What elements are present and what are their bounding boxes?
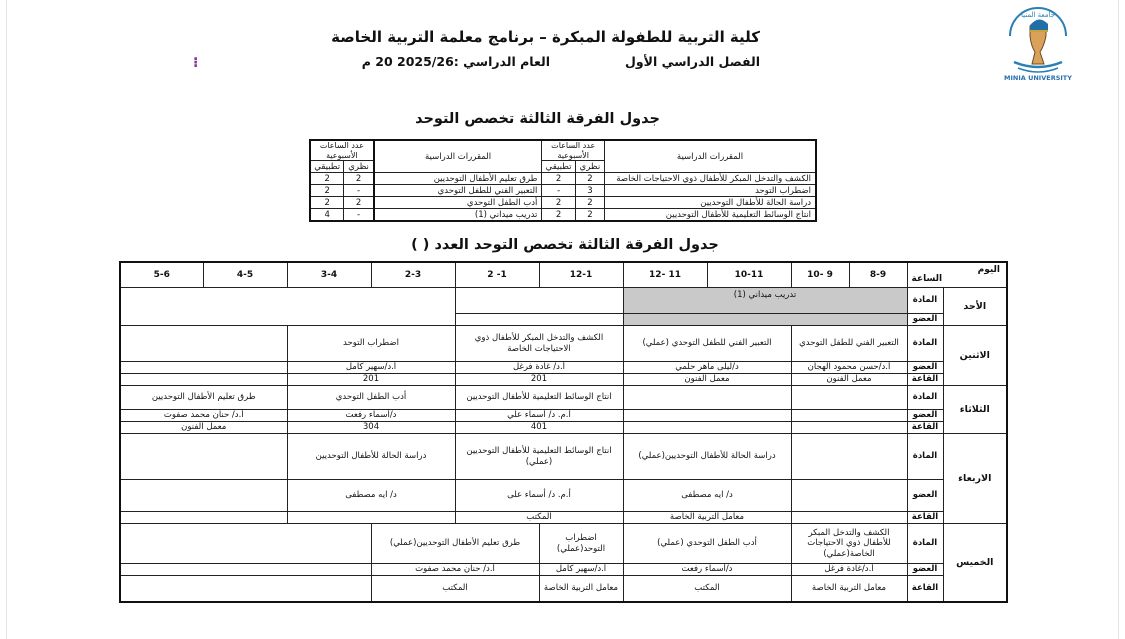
day-wednesday: الاربعاء [943,434,1007,524]
empty-cell [455,314,623,326]
room-cell: معمل الفنون [791,374,907,386]
semester-label: الفصل الدراسي الأول [625,54,760,69]
theory-hours: 2 [575,173,604,185]
subject-cell: دراسة الحالة للأطفال التوحديين [287,434,455,480]
theory-hours: - [344,185,374,197]
row-subject-label: المادة [907,386,943,410]
practical-hours: 4 [310,209,344,222]
table-row [120,576,1007,602]
row-subject-label: المادة [907,434,943,480]
row-subject-label: المادة [907,524,943,564]
corner-cell [907,262,1007,288]
subject-cell: أدب الطفل التوحدي (عملي) [623,524,791,564]
course-name: اضطراب التوحد [605,185,817,197]
practical-hours: 2 [542,173,575,185]
weekly-schedule-table [119,261,1008,603]
member-cell: أ.د/ غادة فرغل [455,362,623,374]
courses-summary-table [309,139,817,222]
table-row [120,512,1007,524]
empty-cell [120,576,371,602]
member-cell: د/أسماء رفعت [623,564,791,576]
table-row [120,326,1007,362]
member-cell: أ.د/ حنان محمد صفوت [371,564,539,576]
row-member-label: العضو [907,410,943,422]
summary-col-course: المقررات الدراسية [374,140,542,173]
room-cell: معمل الفنون [120,422,287,434]
row-subject-label: المادة [907,288,943,314]
subject-cell: دراسة الحالة للأطفال التوحديين(عملي) [623,434,791,480]
empty-cell [120,288,455,326]
slot-header: 2-3 [371,262,455,288]
empty-cell [623,386,791,410]
empty-cell [120,434,287,480]
room-cell: 304 [287,422,455,434]
room-cell: معمل الفنون [623,374,791,386]
course-name: طرق تعليم الأطفال التوحديين [374,173,542,185]
subject-cell: الكشف والتدخل المبكر للأطفال ذوي الاحتياجات الخاصة(عملي) [791,524,907,564]
member-cell: د/أسماء رفعت [287,410,455,422]
corner-day: اليوم [977,265,1000,275]
subject-cell: الكشف والتدخل المبكر للأطفال ذوي الاحتياجات الخاصة [455,326,623,362]
table-row [120,480,1007,512]
table-row [120,524,1007,564]
subject-cell: انتاج الوسائط التعليمية للأطفال التوحديين (عملي) [455,434,623,480]
empty-cell [120,326,287,362]
practical-hours: - [542,185,575,197]
practical-hours: 2 [542,209,575,222]
summary-title: جدول الفرقة الثالثة تخصص التوحد [415,111,660,127]
member-cell: د/ ايه مصطفى [623,480,791,512]
empty-cell [791,386,907,410]
table-row [310,209,816,222]
subject-cell: أدب الطفل التوحدي [287,386,455,410]
empty-cell [791,410,907,422]
table-row [120,422,1007,434]
day-tuesday: الثلاثاء [943,386,1007,434]
table-row [120,288,1007,314]
empty-cell [455,288,623,314]
summary-col-hours: عدد الساعات الأسبوعية [310,140,374,161]
corner-hour: الساعة [911,274,943,285]
logo-caption: MINIA UNIVERSITY [1004,74,1072,82]
day-monday: الاثنين [943,326,1007,386]
room-cell: معامل التربية الخاصة [623,512,791,524]
table-row [310,185,816,197]
schedule-title: جدول الفرقة الثالثة تخصص التوحد العدد ( ) [411,237,719,253]
academic-year-label: العام الدراسي :2025/26 20 م [361,54,550,69]
theory-hours: 2 [575,197,604,209]
member-cell: د/ليلى ماهر حلمي [623,362,791,374]
room-cell: 401 [455,422,623,434]
empty-cell [623,410,791,422]
table-row [310,173,816,185]
member-cell: د/ ايه مصطفى [287,480,455,512]
member-cell: أ.د/غادة فرغل [791,564,907,576]
subject-cell: التعبير الفني للطفل التوحدي (عملي) [623,326,791,362]
purple-mark: ⁝ [193,55,199,71]
slot-header: 3-4 [287,262,371,288]
row-member-label: العضو [907,314,943,326]
subject-cell: انتاج الوسائط التعليمية للأطفال التوحديين [455,386,623,410]
slot-header: 10-11 [707,262,791,288]
member-cell: أ.د/سهير كامل [539,564,623,576]
logo-arabic-text: جامعة المنيا [1020,11,1056,19]
summary-col-practical: تطبيقي [310,161,344,173]
summary-col-theory: نظري [575,161,604,173]
theory-hours: 2 [575,209,604,222]
room-cell: 201 [455,374,623,386]
course-name: تدريب ميداني (1) [374,209,542,222]
table-row [120,386,1007,410]
table-row [120,434,1007,480]
empty-cell [120,524,371,564]
subject-cell: طرق تعليم الأطفال التوحديين [120,386,287,410]
field-training-block [623,314,907,326]
slot-header: 8-9 [849,262,907,288]
row-subject-label: المادة [907,326,943,362]
theory-hours: 2 [344,173,374,185]
slot-header: 12-1 [539,262,623,288]
summary-col-practical: تطبيقي [542,161,575,173]
practical-hours: 2 [310,185,344,197]
field-training-block: تدريب ميداني (1) [623,288,907,314]
room-cell: معامل التربية الخاصة [539,576,623,602]
row-room-label: القاعة [907,422,943,434]
college-title: كلية التربية للطفولة المبكرة – برنامج معلمة التربية الخاصة [331,28,760,46]
room-cell: المكتب [623,576,791,602]
slot-header: 4-5 [203,262,287,288]
summary-col-course: المقررات الدراسية [605,140,817,173]
table-row [120,374,1007,386]
empty-cell [120,480,287,512]
empty-cell [120,362,287,374]
room-cell: 201 [287,374,455,386]
table-row [120,362,1007,374]
slot-header: 5-6 [120,262,203,288]
row-room-label: القاعة [907,374,943,386]
empty-cell [120,512,287,524]
member-cell: أ.م. د/ أسماء على [455,480,623,512]
empty-cell [287,512,455,524]
table-row [120,564,1007,576]
slot-header: 9 -10 [791,262,849,288]
room-cell: معامل التربية الخاصة [791,576,907,602]
course-name: الكشف والتدخل المبكر للأطفال ذوي الاحتياجات الخاصة [605,173,817,185]
row-room-label: القاعة [907,512,943,524]
university-logo [1000,6,1076,82]
empty-cell [791,434,907,480]
summary-col-theory: نظري [344,161,374,173]
subject-cell: اضطراب التوحد [287,326,455,362]
course-name: التعبير الفني للطفل التوحدي [374,185,542,197]
summary-col-hours: عدد الساعات الأسبوعية [542,140,605,161]
empty-cell [120,564,371,576]
theory-hours: 2 [344,197,374,209]
practical-hours: 2 [310,197,344,209]
theory-hours: - [344,209,374,222]
row-member-label: العضو [907,564,943,576]
empty-cell [120,374,287,386]
empty-cell [791,480,907,512]
member-cell: أ.م. د/ أسماء علي [455,410,623,422]
empty-cell [791,422,907,434]
room-cell: المكتب [455,512,623,524]
slot-header: 11 -12 [623,262,707,288]
schedule-header-row [120,262,1007,288]
table-row [120,410,1007,422]
theory-hours: 3 [575,185,604,197]
practical-hours: 2 [542,197,575,209]
member-cell: أ.د/حسن محمود الهجان [791,362,907,374]
day-sunday: الأحد [943,288,1007,326]
empty-cell [791,512,907,524]
row-member-label: العضو [907,480,943,512]
row-room-label: القاعة [907,576,943,602]
subject-cell: اضطراب التوحد(عملي) [539,524,623,564]
course-name: أدب الطفل التوحدي [374,197,542,209]
member-cell: أ.د/ حنان محمد صفوت [120,410,287,422]
table-row [310,197,816,209]
row-member-label: العضو [907,362,943,374]
course-name: دراسة الحالة للأطفال التوحديين [605,197,817,209]
day-thursday: الخميس [943,524,1007,602]
course-name: انتاج الوسائط التعليمية للأطفال التوحديين [605,209,817,222]
subject-cell: التعبير الفني للطفل التوحدي [791,326,907,362]
practical-hours: 2 [310,173,344,185]
empty-cell [623,422,791,434]
subject-cell: طرق تعليم الأطفال التوحديين(عملي) [371,524,539,564]
slot-header: 1- 2 [455,262,539,288]
room-cell: المكتب [371,576,539,602]
nefertiti-logo-icon [1000,6,1076,82]
member-cell: أ.د/سهير كامل [287,362,455,374]
